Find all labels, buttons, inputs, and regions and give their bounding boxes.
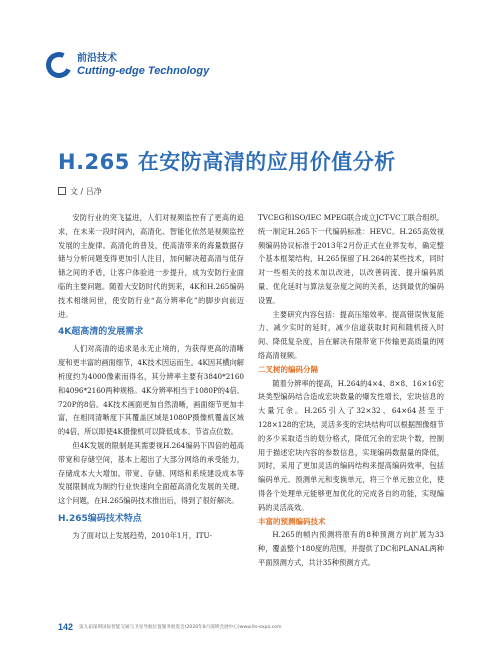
article-title: H.265 在安防高清的应用价值分析	[58, 150, 396, 174]
footer-citation: 第九届深圳国际智能交通与卫星导航位置服务展览会(2020年8月深圳会展中心)www.its-expo.com	[79, 625, 282, 630]
subheading-binary-tree: 二叉树的编码分隔	[258, 364, 318, 374]
page-footer	[58, 622, 281, 632]
paragraph-prediction: H.265的帧内预测将原有的8种预测方向扩展为33种，覆盖整个180度的范围，并提供了DC和PLANAL两种平面预测方式，共计35种预测方式。	[258, 530, 444, 567]
section-title-en: Cutting-edge Technology	[77, 64, 210, 77]
section-logo-icon	[42, 48, 75, 81]
page-number: 142	[58, 622, 74, 632]
paragraph-research: 主要研究内容包括：提高压缩效率、提高错误恢复能力、减少实时的延时，减少信道获取时间和随机接入时间、降低复杂度，旨在解决有限带宽下传输更高质量的网络高清视频。	[258, 309, 444, 360]
author-box-icon	[58, 187, 66, 195]
intro-paragraph: 安防行业的突飞猛进，人们对视频监控有了更高的追求，在未来一段时间内，高清化、智能化依然是视频监控发展的主旋律。高清化的普及，使高清带来的海量数据存储与分析问题变得更加引人注目，加何解决超高清与低存储之间的矛盾，让客户体验进一步提升，成为安防行业面临的主要问题。随着大安防时代的到来，4K和H.265编码技术相继问世，使安防行业“高分辨率化”的脚步向前迈进。	[58, 213, 244, 319]
paragraph-h265: 为了面对以上发展趋势，2010年1月，ITU-	[72, 530, 212, 540]
section-header-text	[77, 53, 209, 78]
left-column	[58, 211, 244, 543]
section-title-cn: 前沿技术	[77, 52, 117, 64]
author-name: 文 / 吕净	[70, 187, 102, 196]
heading-4k: 4K超高清的发展需求	[58, 327, 144, 338]
right-column	[258, 211, 444, 570]
heading-h265: H.265编码技术特点	[58, 513, 142, 524]
paragraph-jctvc: TVCEG和ISO/IEC MPEG联合成立JCT-VC工联合组织，统一制定H.265下一代编码标准：HEVC。H.265高效视频编码协议标准于2013年2月份正式在业界发布，确定整个基本框架结构，H.265保留了H.264的某些技术，同时对一些相关的技术加以改进，以改善码流、提升编码质量、优化延时与算法复杂度之间的关系，达到最优的编码设置。	[258, 213, 444, 305]
article-author	[58, 186, 102, 197]
paragraph-4k-1: 人们对高清的追求是永无止境的，为获得更高的清晰度和更丰富的画面细节，4K技术因运而生。4K因其横向解析度约为4000像素而得名，其分辨率主要有3840*2160和4096*2160两种规格。4K分辨率相当于1080P的4倍、720P的8倍。4K技术画面更加自然清晰，画面细节更加丰富，在相同清晰度下其覆盖区域是1080P摄像机覆盖区域的4倍，所以即使4K摄像机可以降低成本、节省点位数。	[58, 344, 244, 437]
section-header	[46, 52, 209, 78]
paragraph-macroblock: 随着分辨率的提高，H.264的4×4、8×8、16×16宏块类型编码结合造成宏块数量的爆发性增长，宏块信息的大量冗余。H.265引入了32×32、64×64甚至于128×128的宏块，灵活多变的宏块结构可以根据图像细节的多少采取适当的划分格式，降低冗余的宏块个数，控制用于描述宏块内容的参数信息，实现编码数据量的降低，同时，采用了更加灵活的编码结构来提高编码效率，包括编码单元、预测单元和变换单元，将三个单元独立化，使得各个处理单元能够更加优化的完成各自的功能，实现编码的灵活高效。	[258, 378, 444, 512]
paragraph-4k-2: 但4K发展的限制是其需要视H.264编码下四倍的超高带宽和存储空间，基本上超出了大部分网络的承受能力，存储成本大大增加。带宽、存储、网络和系统建设成本等发展限制成为制约行业快速向全面超高清化发展的关键。这个问题，在H.265编码技术推出后，得到了很好解决。	[58, 440, 244, 506]
subheading-prediction: 丰富的预测编码技术	[258, 516, 326, 526]
